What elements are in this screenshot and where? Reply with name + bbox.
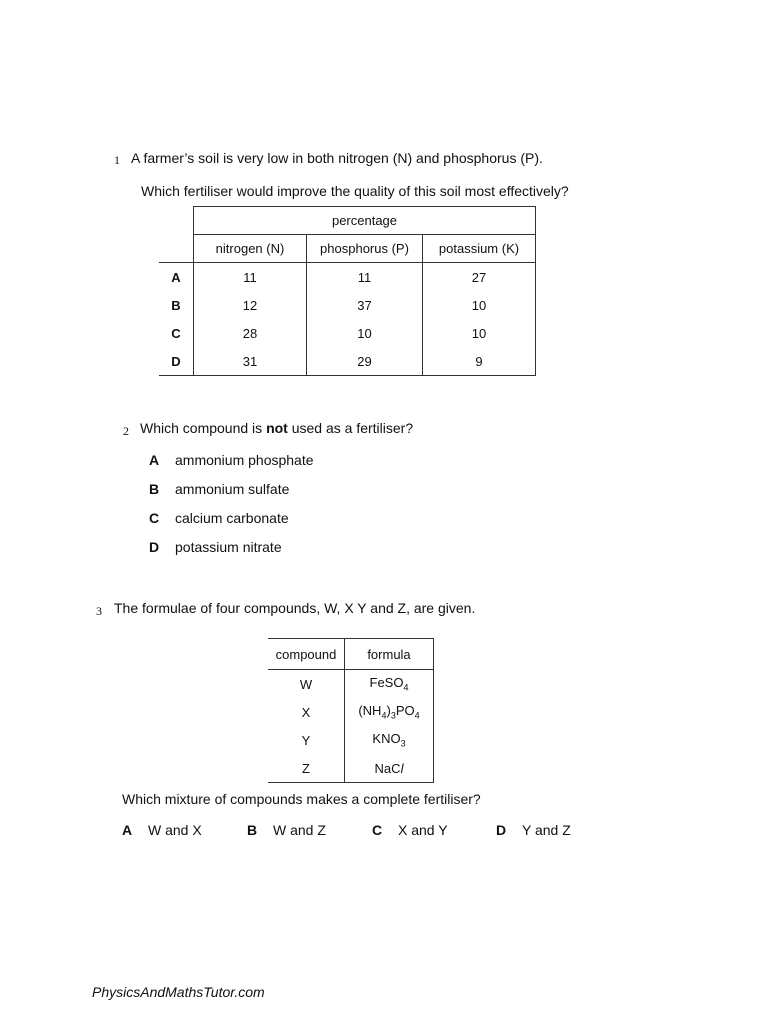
table-cell: 11 [194, 263, 307, 292]
table-cell: 31 [194, 347, 307, 376]
option-text: potassium nitrate [175, 539, 282, 555]
q1-number: 1 [114, 153, 120, 167]
answer-a [122, 822, 202, 838]
answer-letter: D [496, 822, 507, 838]
table-cell: 10 [307, 319, 423, 347]
column-header: potassium (K) [423, 235, 536, 263]
q2-text-before: Which compound is [140, 420, 267, 436]
column-header: compound [268, 639, 345, 670]
answer-text: Y and Z [522, 822, 571, 838]
table-row [159, 347, 536, 376]
option-letter: C [149, 510, 160, 526]
table-row [268, 726, 434, 754]
fertiliser-percentage-table [159, 206, 536, 376]
option-c [149, 510, 289, 526]
table-row [268, 754, 434, 783]
column-header: phosphorus (P) [307, 235, 423, 263]
table-cell: 9 [423, 347, 536, 376]
answer-text: X and Y [398, 822, 448, 838]
table-row [268, 698, 434, 726]
formula-cell: NaCl [345, 754, 434, 783]
answer-text: W and X [148, 822, 202, 838]
answer-text: W and Z [273, 822, 326, 838]
row-label: C [159, 319, 194, 347]
formula-cell: FeSO$_4$ [345, 670, 434, 699]
table-group-header: percentage [194, 207, 536, 235]
table-row [159, 291, 536, 319]
answer-c [372, 822, 448, 838]
table-cell: 12 [194, 291, 307, 319]
option-text: ammonium phosphate [175, 452, 314, 468]
column-header: formula [345, 639, 434, 670]
compound-cell: Y [268, 726, 345, 754]
footer-source: PhysicsAndMathsTutor.com [92, 984, 265, 1000]
compound-formula-table [268, 638, 434, 783]
q3-text: The formulae of four compounds, W, X Y and Z, are given. [114, 600, 476, 616]
table-row [268, 670, 434, 699]
table-row [159, 263, 536, 292]
table-row [159, 319, 536, 347]
q2-number: 2 [123, 424, 129, 438]
q1-prompt: Which fertiliser would improve the quality of this soil most effectively? [141, 183, 569, 199]
q2-text-after: used as a fertiliser? [287, 420, 414, 436]
row-label: D [159, 347, 194, 376]
option-text: ammonium sulfate [175, 481, 290, 497]
option-text: calcium carbonate [175, 510, 289, 526]
option-b [149, 481, 289, 497]
column-header: nitrogen (N) [194, 235, 307, 263]
q3-number: 3 [96, 604, 102, 618]
answer-letter: B [247, 822, 258, 838]
option-a [149, 452, 314, 468]
row-label: A [159, 263, 194, 292]
table-cell: 37 [307, 291, 423, 319]
formula-cell: $(NH_4)_3PO_4$ [345, 698, 434, 726]
answer-b [247, 822, 326, 838]
answer-letter: A [122, 822, 133, 838]
table-cell: 29 [307, 347, 423, 376]
compound-cell: X [268, 698, 345, 726]
option-letter: D [149, 539, 160, 555]
table-cell: 11 [307, 263, 423, 292]
q3-prompt: Which mixture of compounds makes a complete fertiliser? [122, 791, 481, 807]
option-letter: B [149, 481, 160, 497]
table-cell: 10 [423, 319, 536, 347]
table-cell: 28 [194, 319, 307, 347]
row-label: B [159, 291, 194, 319]
q2-text-emphasis: not [266, 420, 288, 436]
formula-cell: $KNO_3$ [345, 726, 434, 754]
compound-cell: Z [268, 754, 345, 783]
option-letter: A [149, 452, 160, 468]
option-d [149, 539, 282, 555]
answer-letter: C [372, 822, 383, 838]
table-cell: 10 [423, 291, 536, 319]
table-cell: 27 [423, 263, 536, 292]
compound-cell: W [268, 670, 345, 699]
answer-d [496, 822, 571, 838]
q1-text: A farmer’s soil is very low in both nitrogen (N) and phosphorus (P). [131, 150, 543, 166]
q2-text [140, 420, 413, 436]
